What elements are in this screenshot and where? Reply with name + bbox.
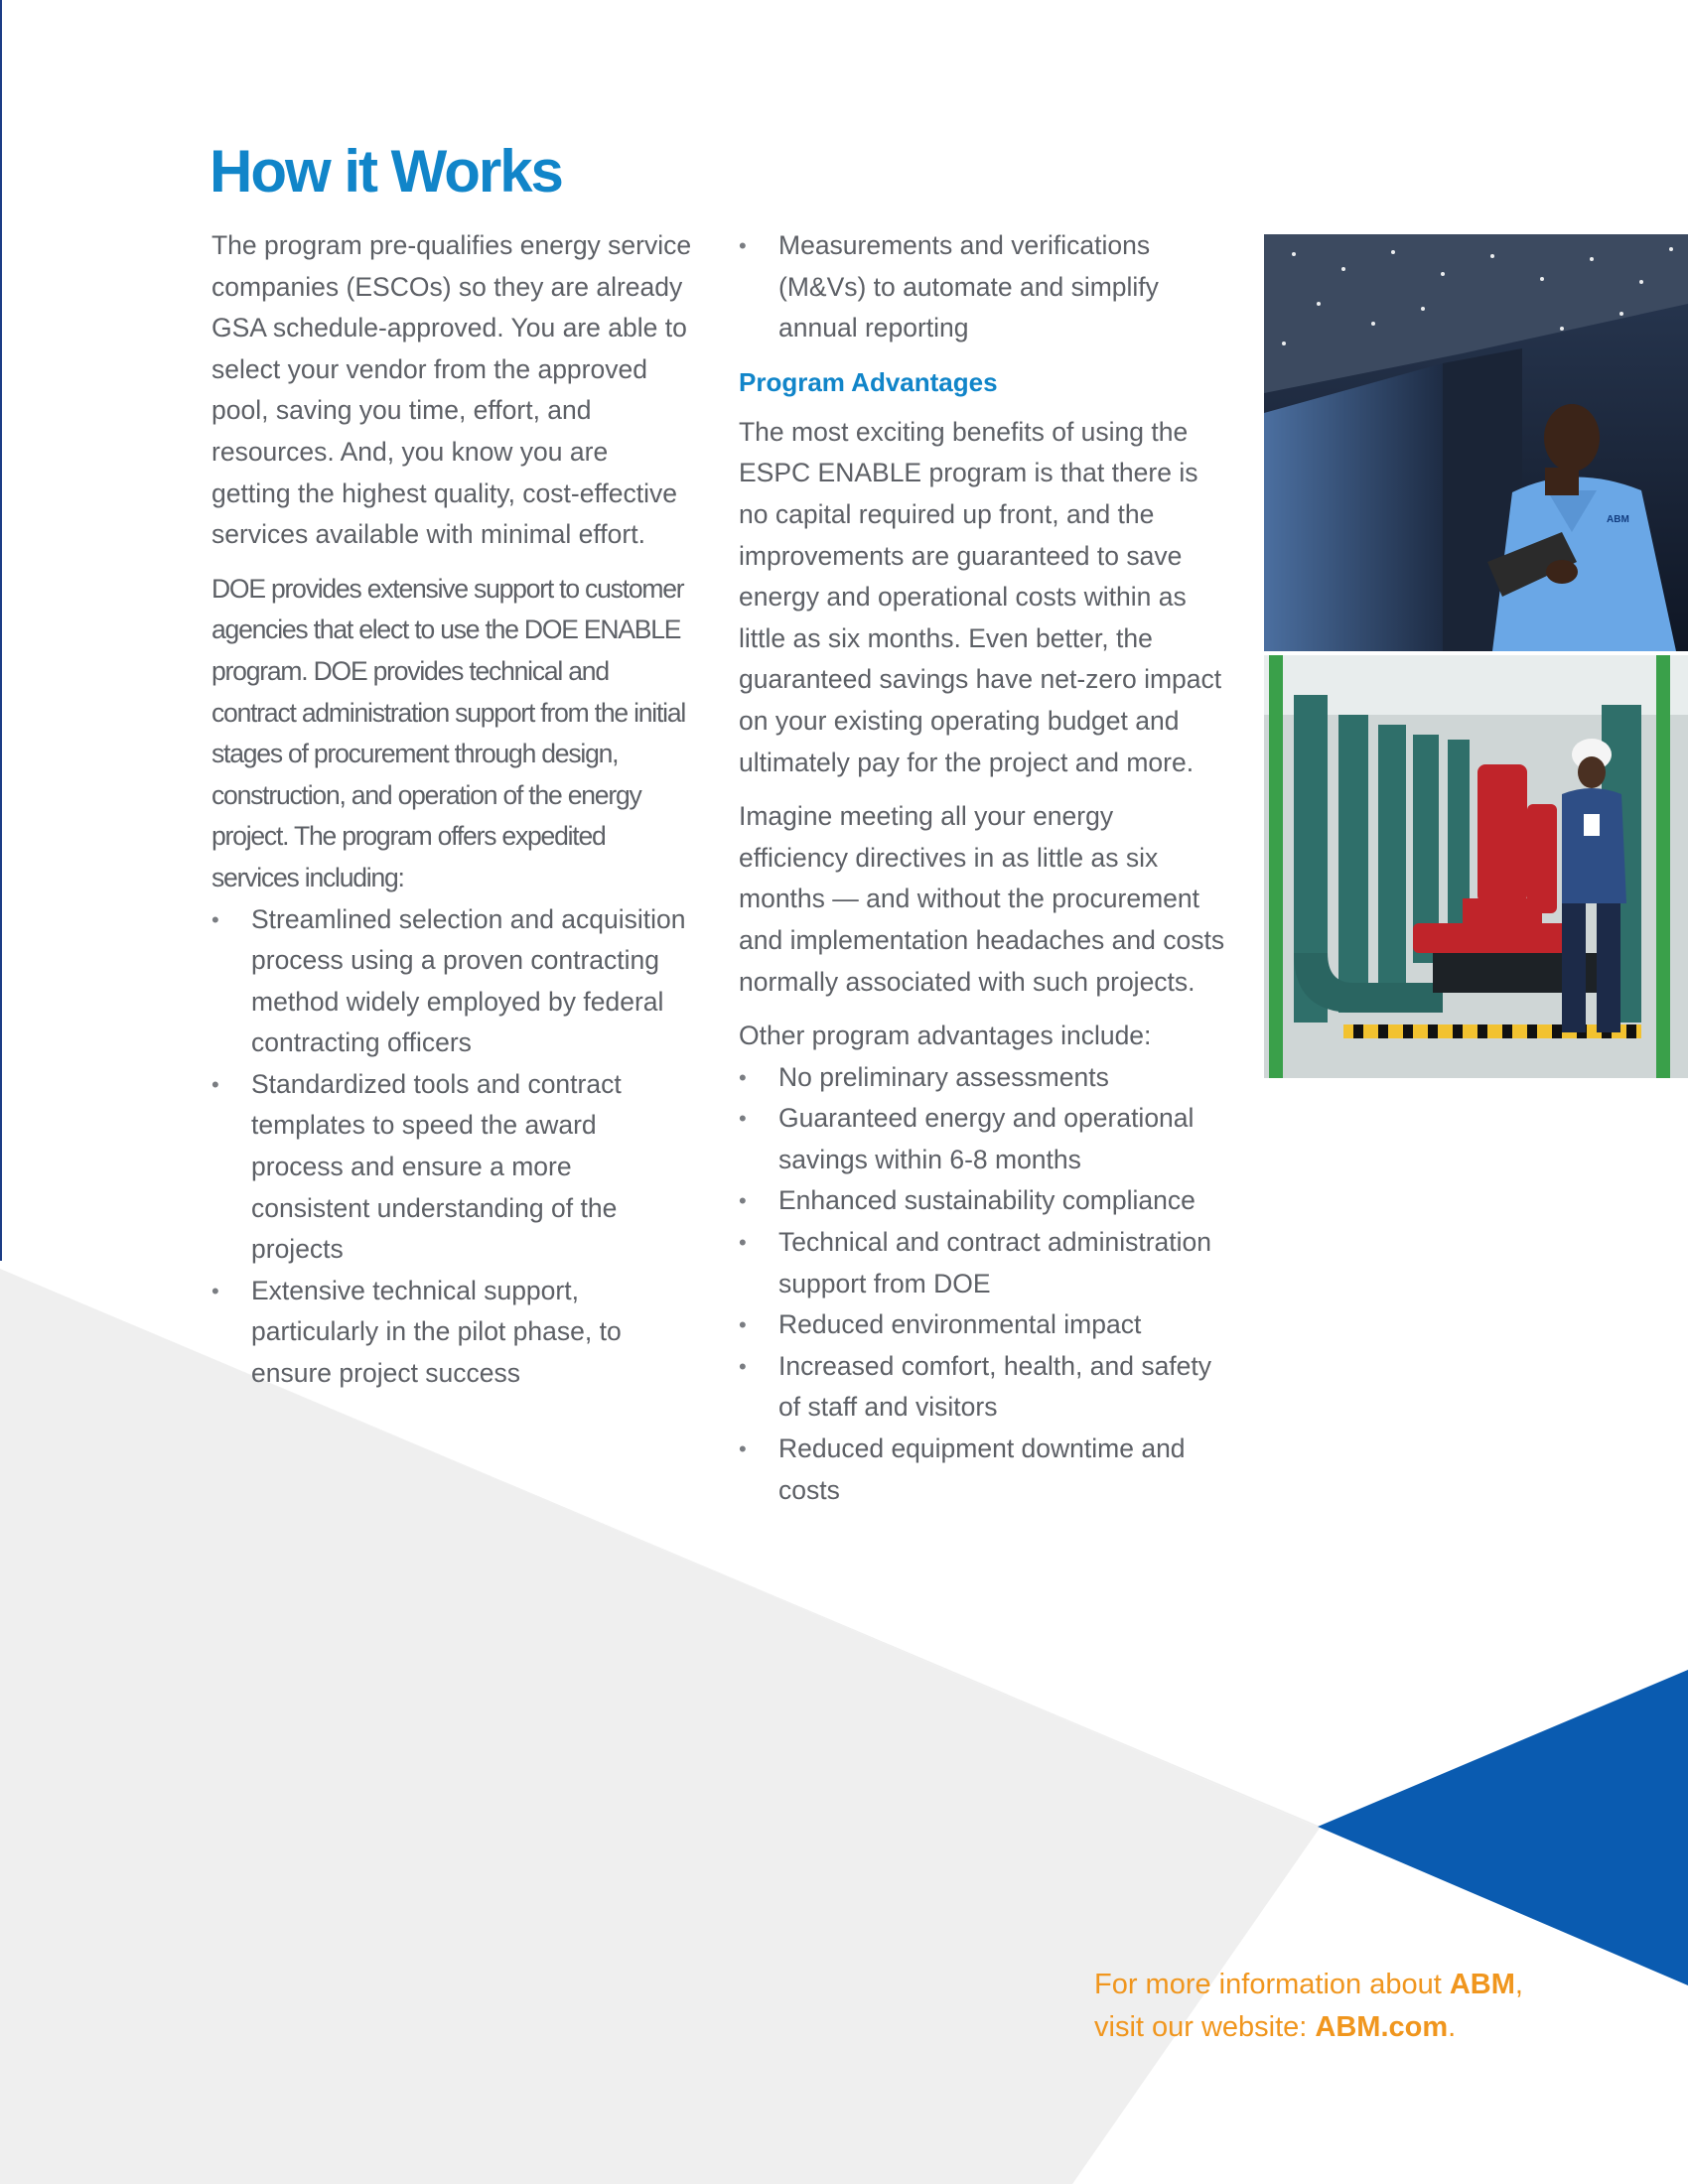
doe-support-paragraph: DOE provides extensive support to customer agencies that elect to use the DOE ENABLE program. DOE provides technical and contract administration support from the initial stages of procurement through design, construction, and operation of the energy project. The program offers expedited services including: [211,573,686,892]
contact-text: For more information about [1094,1969,1450,2000]
list-item: • Technical and contract administration support from DOE [739,1222,1225,1304]
list-item: • Guaranteed energy and operational savings within 6-8 months [739,1098,1225,1180]
contact-info [1094,1964,1650,2049]
page-title: How it Works [210,138,562,205]
list-item: • Reduced equipment downtime and costs [739,1429,1225,1511]
photo-column [1264,234,1688,1078]
list-item: • Measurements and verifications (M&Vs) to automate and simplify annual reporting [739,225,1225,349]
blue-triangle [1318,1670,1688,1985]
advantages-intro: Other program advantages include: [739,1021,1152,1051]
services-list [211,899,693,1395]
list-item: • Standardized tools and contract templates to speed the award process and ensure a more consistent understanding of the projects [211,1064,693,1271]
website-link[interactable]: ABM.com [1315,2011,1449,2043]
services-list-continued [739,225,1225,349]
intro-paragraph: The program pre-qualifies energy service companies (ESCOs) so they are already GSA schedule-approved. You are able to select your vendor from the approved pool, saving you time, effort, and resources. And, you know you are getting the highest quality, cost-effective services available with minimal effort. [211,230,692,550]
list-item: • No preliminary assessments [739,1057,1225,1099]
list-item: • Streamlined selection and acquisition process using a proven contracting method widely employed by federal contracting officers [211,899,693,1064]
company-name: ABM [1449,1969,1515,2000]
program-advantages-heading: Program Advantages [739,366,998,397]
technician-tablet-photo [1264,234,1688,651]
list-item: • Enhanced sustainability compliance [739,1180,1225,1222]
advantages-list [739,1057,1225,1512]
punctuation: . [1448,2011,1457,2043]
pump-room-photo [1264,655,1688,1078]
contact-text: visit our website: [1094,2011,1316,2043]
punctuation: , [1514,1969,1523,2000]
benefits-paragraph: The most exciting benefits of using the ESPC ENABLE program is that there is no capital required up front, and the improvements are guaranteed to save energy and operational costs within as little as six months. Even better, the guaranteed savings have net-zero impact on your existing operating budget and ultimately pay for the project and more. [739,416,1222,777]
imagine-paragraph: Imagine meeting all your energy efficiency directives in as little as six months — and without the procurement and implementation headaches and costs normally associated with such projects. [739,801,1225,997]
list-item: • Increased comfort, health, and safety of staff and visitors [739,1346,1225,1429]
contact-line-2 [1094,2006,1650,2049]
left-column [211,225,693,1408]
list-item: • Extensive technical support, particularly in the pilot phase, to ensure project success [211,1271,693,1395]
list-item: • Reduced environmental impact [739,1304,1225,1346]
contact-line-1 [1094,1964,1650,2006]
svg-text:ABM: ABM [1607,514,1629,525]
middle-column [739,225,1225,1524]
